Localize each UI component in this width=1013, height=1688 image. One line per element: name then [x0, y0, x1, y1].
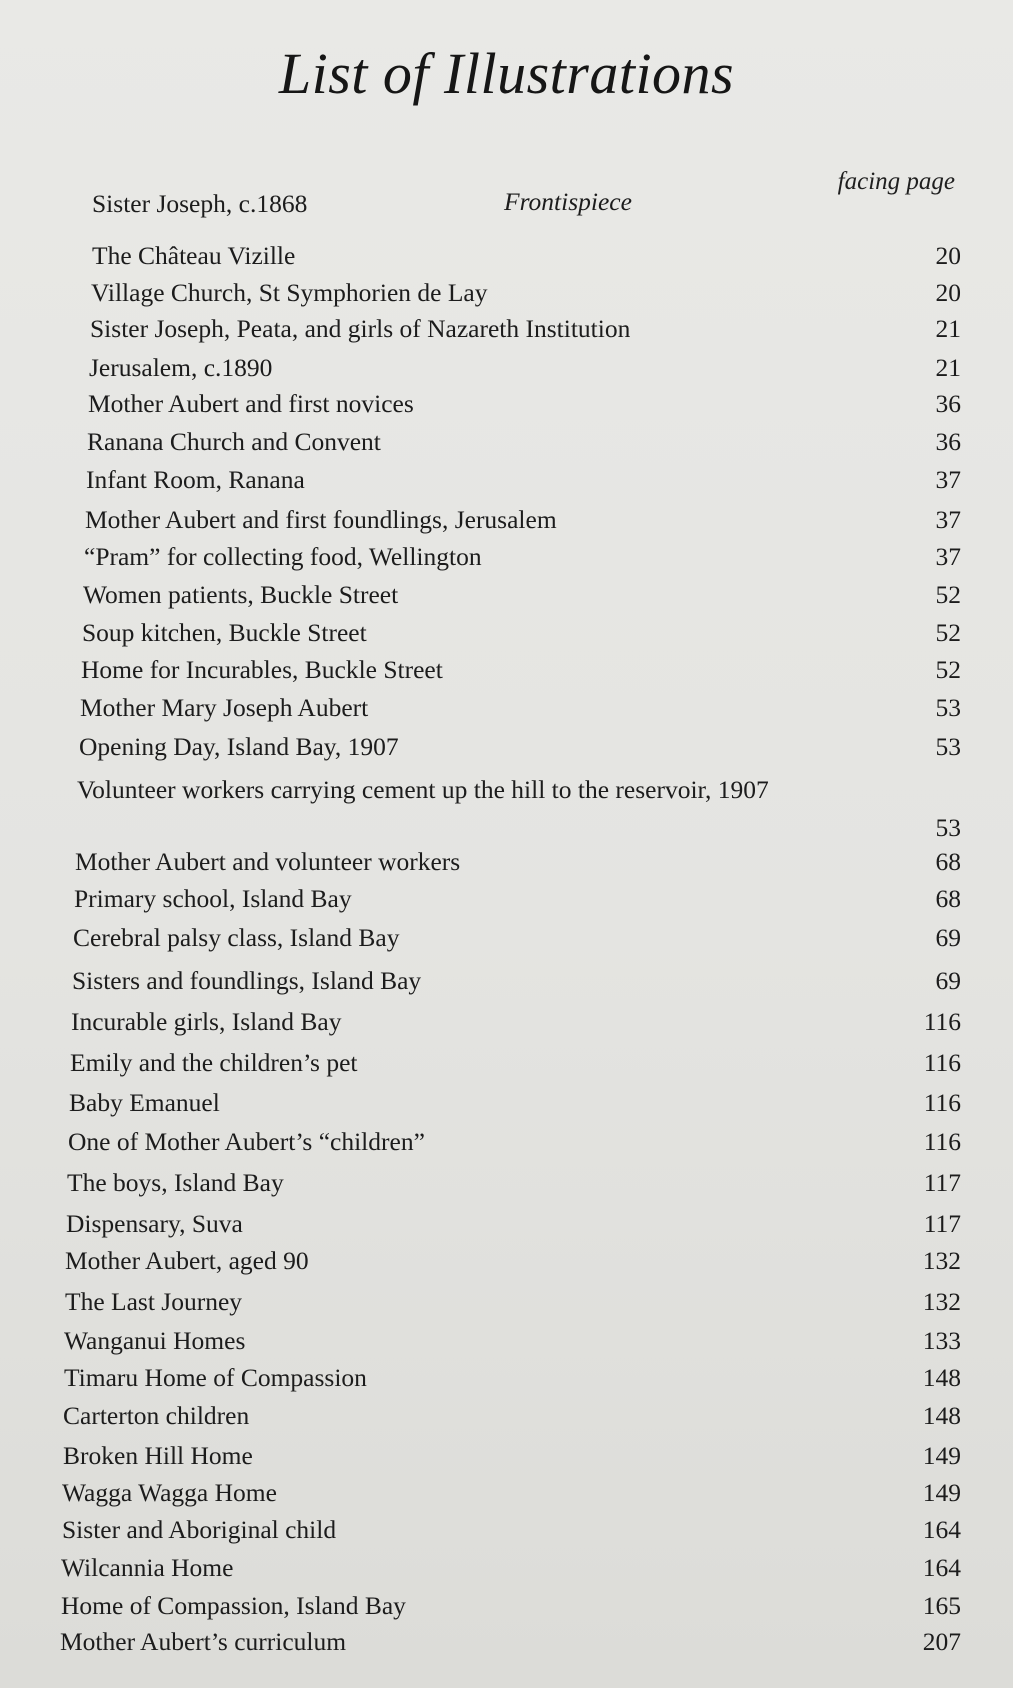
illustration-caption: Cerebral palsy class, Island Bay — [73, 923, 400, 952]
illustration-caption: Primary school, Island Bay — [74, 884, 352, 913]
illustration-caption: Dispensary, Suva — [66, 1209, 243, 1238]
page-number: 21 — [935, 314, 961, 343]
list-item — [64, 1360, 961, 1396]
page-number: 133 — [922, 1326, 961, 1355]
illustration-caption: Home for Incurables, Buckle Street — [81, 655, 443, 684]
page-number: 117 — [923, 1209, 961, 1238]
frontispiece-label: Frontispiece — [504, 187, 632, 216]
illustration-caption: Incurable girls, Island Bay — [71, 1007, 342, 1036]
illustration-caption: The Last Journey — [65, 1287, 243, 1316]
illustration-caption: Sister Joseph, Peata, and girls of Nazareth Institution — [90, 314, 631, 343]
page-number: 148 — [922, 1363, 961, 1392]
page-number: 36 — [935, 427, 961, 456]
page-number: 69 — [935, 923, 961, 952]
list-item — [87, 424, 961, 460]
page-number: 116 — [923, 1048, 961, 1077]
illustration-caption: Ranana Church and Convent — [87, 427, 381, 456]
page-number: 53 — [935, 813, 961, 842]
illustration-caption: Carterton children — [63, 1401, 250, 1430]
illustration-caption: One of Mother Aubert’s “children” — [68, 1127, 425, 1156]
list-item — [60, 1624, 961, 1660]
illustration-caption: Jerusalem, c.1890 — [89, 353, 273, 382]
page-number: 37 — [935, 505, 961, 534]
page-number: 21 — [935, 353, 961, 382]
list-item — [74, 881, 961, 917]
illustration-caption: The boys, Island Bay — [67, 1168, 284, 1197]
list-item — [68, 1124, 961, 1160]
list-item — [69, 1085, 961, 1121]
list-item — [90, 311, 961, 347]
illustration-caption: Baby Emanuel — [69, 1088, 220, 1117]
illustration-caption: “Pram” for collecting food, Wellington — [84, 542, 482, 571]
list-item — [72, 963, 961, 999]
list-item — [82, 615, 961, 651]
illustration-caption: Mother Aubert and first foundlings, Jerusalem — [85, 505, 557, 534]
illustration-caption: Wagga Wagga Home — [62, 1478, 277, 1507]
list-item — [70, 1045, 961, 1081]
list-item — [75, 844, 961, 880]
list-item — [65, 1284, 961, 1320]
list-item — [61, 1588, 961, 1624]
list-item — [83, 577, 961, 613]
page-number: 37 — [935, 465, 961, 494]
list-item — [80, 690, 961, 726]
list-item — [62, 1475, 961, 1511]
page-number: 69 — [935, 966, 961, 995]
page-number: 148 — [922, 1401, 961, 1430]
illustration-caption: Mother Aubert and first novices — [88, 389, 414, 418]
list-item — [71, 1004, 961, 1040]
page-number: 36 — [935, 389, 961, 418]
illustration-caption: Wilcannia Home — [61, 1553, 234, 1582]
facing-page-header: facing page — [837, 168, 955, 195]
page-number: 116 — [923, 1088, 961, 1117]
page-number: 116 — [923, 1007, 961, 1036]
page-number: 132 — [922, 1287, 961, 1316]
list-item — [63, 1438, 961, 1474]
list-item — [81, 652, 961, 688]
page-number: 52 — [935, 618, 961, 647]
list-item — [85, 502, 961, 538]
list-item — [79, 729, 961, 765]
page-number: 164 — [922, 1553, 961, 1582]
page-number: 20 — [935, 241, 961, 270]
illustration-caption: Timaru Home of Compassion — [64, 1363, 367, 1392]
list-item — [84, 539, 961, 575]
page-number: 164 — [922, 1515, 961, 1544]
illustration-caption: Broken Hill Home — [63, 1441, 253, 1470]
illustration-caption: Wanganui Homes — [64, 1326, 246, 1355]
page-number: 20 — [935, 278, 961, 307]
list-item — [92, 186, 961, 222]
list-item — [73, 920, 961, 956]
list-item — [65, 1243, 961, 1279]
page-number: 53 — [935, 693, 961, 722]
illustration-caption: Opening Day, Island Bay, 1907 — [79, 732, 399, 761]
page-number: 207 — [922, 1627, 961, 1656]
list-item — [92, 238, 961, 274]
list-item — [88, 386, 961, 422]
illustration-caption: Sisters and foundlings, Island Bay — [72, 966, 422, 995]
illustration-caption: Soup kitchen, Buckle Street — [82, 618, 367, 647]
page-number: 132 — [922, 1246, 961, 1275]
list-item — [91, 275, 961, 311]
list-item — [86, 462, 961, 498]
illustration-caption: Emily and the children’s pet — [70, 1048, 358, 1077]
illustration-caption: Mother Aubert’s curriculum — [60, 1627, 347, 1656]
illustration-caption: Sister and Aboriginal child — [62, 1515, 337, 1544]
page-number: 68 — [935, 847, 961, 876]
illustration-caption: Sister Joseph, c.1868 — [92, 189, 308, 218]
illustration-caption: The Château Vizille — [92, 241, 296, 270]
illustration-caption: Infant Room, Ranana — [86, 465, 305, 494]
illustration-caption: Mother Mary Joseph Aubert — [80, 693, 369, 722]
page-title: List of Illustrations — [278, 41, 735, 106]
illustration-caption: Mother Aubert, aged 90 — [65, 1246, 309, 1275]
list-item — [77, 774, 961, 846]
list-item — [63, 1398, 961, 1434]
page-number: 52 — [935, 655, 961, 684]
page-number: 149 — [922, 1441, 961, 1470]
list-item — [62, 1512, 961, 1548]
list-item — [67, 1165, 961, 1201]
page-number: 53 — [935, 732, 961, 761]
page-number: 149 — [922, 1478, 961, 1507]
page-number: 37 — [935, 542, 961, 571]
list-item — [64, 1323, 961, 1359]
illustration-caption: Mother Aubert and volunteer workers — [75, 847, 461, 876]
list-item — [89, 350, 961, 386]
page-number: 165 — [922, 1591, 961, 1620]
list-item — [61, 1550, 961, 1586]
list-item — [66, 1206, 961, 1242]
page-number: 116 — [923, 1127, 961, 1156]
illustration-caption: Women patients, Buckle Street — [83, 580, 399, 609]
page-number: 52 — [935, 580, 961, 609]
page-number: 117 — [923, 1168, 961, 1197]
illustration-caption: Volunteer workers carrying cement up the hill to the reservoir, 1907 — [77, 775, 769, 804]
page-number: 68 — [935, 884, 961, 913]
illustration-caption: Village Church, St Symphorien de Lay — [91, 278, 488, 307]
illustration-caption: Home of Compassion, Island Bay — [61, 1591, 406, 1620]
